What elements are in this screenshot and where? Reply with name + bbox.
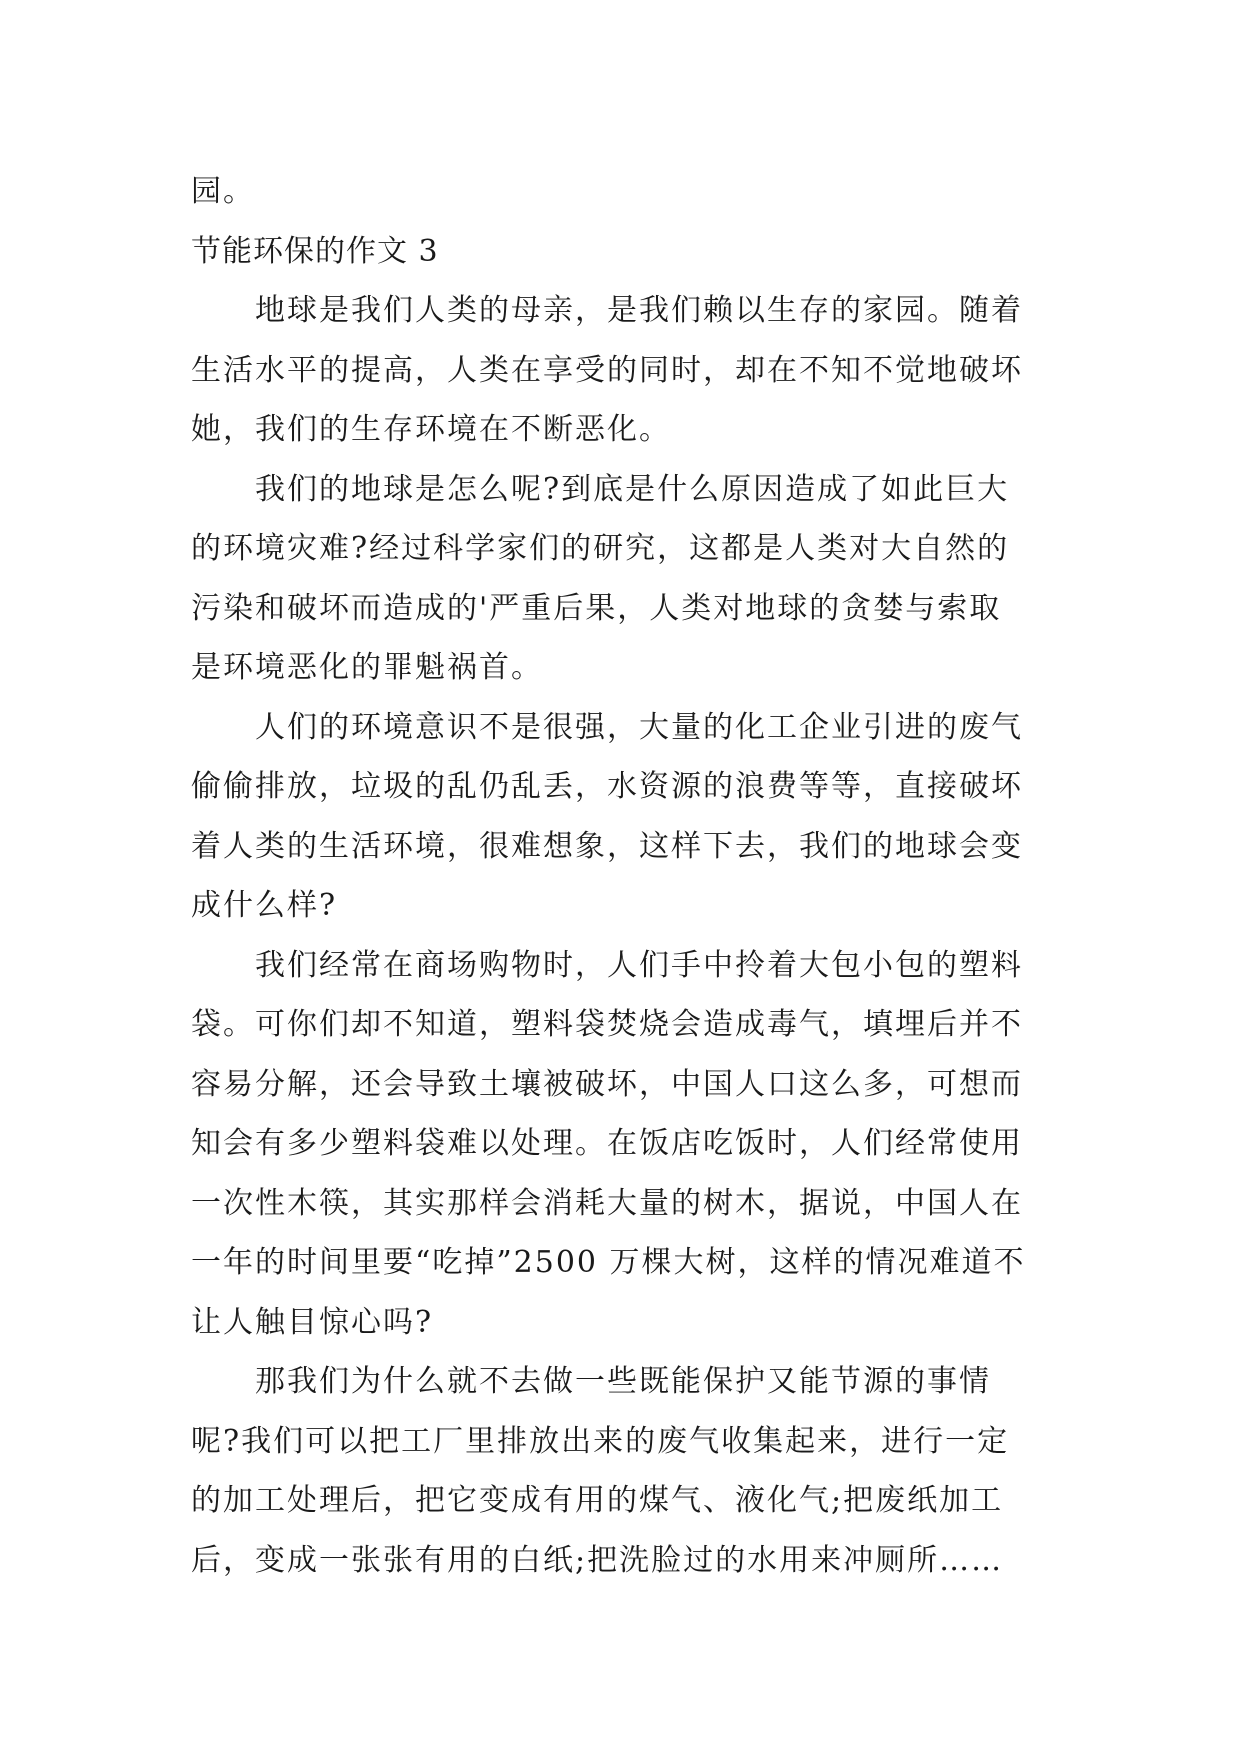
paragraph-1 [191,281,1051,460]
paragraph-line: 的环境灾难?经过科学家们的研究，这都是人类对大自然的 [191,531,1010,566]
paragraph-line: 我们的地球是怎么呢?到底是什么原因造成了如此巨大 [255,471,1010,507]
paragraph-line: 着人类的生活环境，很难想象，这样下去，我们的地球会变 [191,828,1023,864]
paragraph-line: 呢?我们可以把工厂里排放出来的废气收集起来，进行一定 [191,1423,1010,1459]
paragraph-line: 后，变成一张张有用的白纸;把洗脸过的水用来冲厕所…… [191,1542,1004,1578]
paragraph-line: 让人触目惊心吗? [191,1304,434,1340]
paragraph-3 [191,698,1051,936]
paragraph-line: 生活水平的提高，人类在享受的同时，却在不知不觉地破坏 [191,352,1023,388]
paragraph-2 [191,460,1051,698]
document-body [191,162,1051,1590]
paragraph-line: 那我们为什么就不去做一些既能保护又能节源的事情 [255,1364,991,1399]
paragraph-line: 她，我们的生存环境在不断恶化。 [191,412,671,447]
paragraph-5 [191,1352,1051,1590]
paragraph-line: 袋。可你们却不知道，塑料袋焚烧会造成毒气，填埋后并不 [191,1007,1023,1042]
paragraph-line: 偷偷排放，垃圾的乱仍乱丢，水资源的浪费等等，直接破坏 [191,769,1023,804]
paragraph-line: 是环境恶化的罪魁祸首。 [191,650,543,685]
paragraph-line: 人们的环境意识不是很强，大量的化工企业引进的废气 [255,709,1023,745]
paragraph-4 [191,936,1051,1353]
paragraph-line: 地球是我们人类的母亲，是我们赖以生存的家园。随着 [255,293,1023,328]
paragraph-line: 我们经常在商场购物时，人们手中拎着大包小包的塑料 [255,947,1023,983]
paragraph-line: 容易分解，还会导致土壤被破坏，中国人口这么多，可想而 [191,1066,1023,1102]
carryover-text: 园。 [191,174,255,209]
paragraph-line: 成什么样? [191,888,338,923]
paragraph-line: 污染和破坏而造成的'严重后果，人类对地球的贪婪与索取 [191,590,1002,626]
paragraph-line: 的加工处理后，把它变成有用的煤气、液化气;把废纸加工 [191,1483,1004,1518]
paragraph-line: 知会有多少塑料袋难以处理。在饭店吃饭时，人们经常使用 [191,1126,1023,1161]
paragraph-line: 一次性木筷，其实那样会消耗大量的树木，据说，中国人在 [191,1185,1023,1221]
essay-title: 节能环保的作文 3 [191,233,439,269]
paragraph-line: 一年的时间里要“吃掉”2500 万棵大树，这样的情况难道不 [191,1245,1026,1280]
